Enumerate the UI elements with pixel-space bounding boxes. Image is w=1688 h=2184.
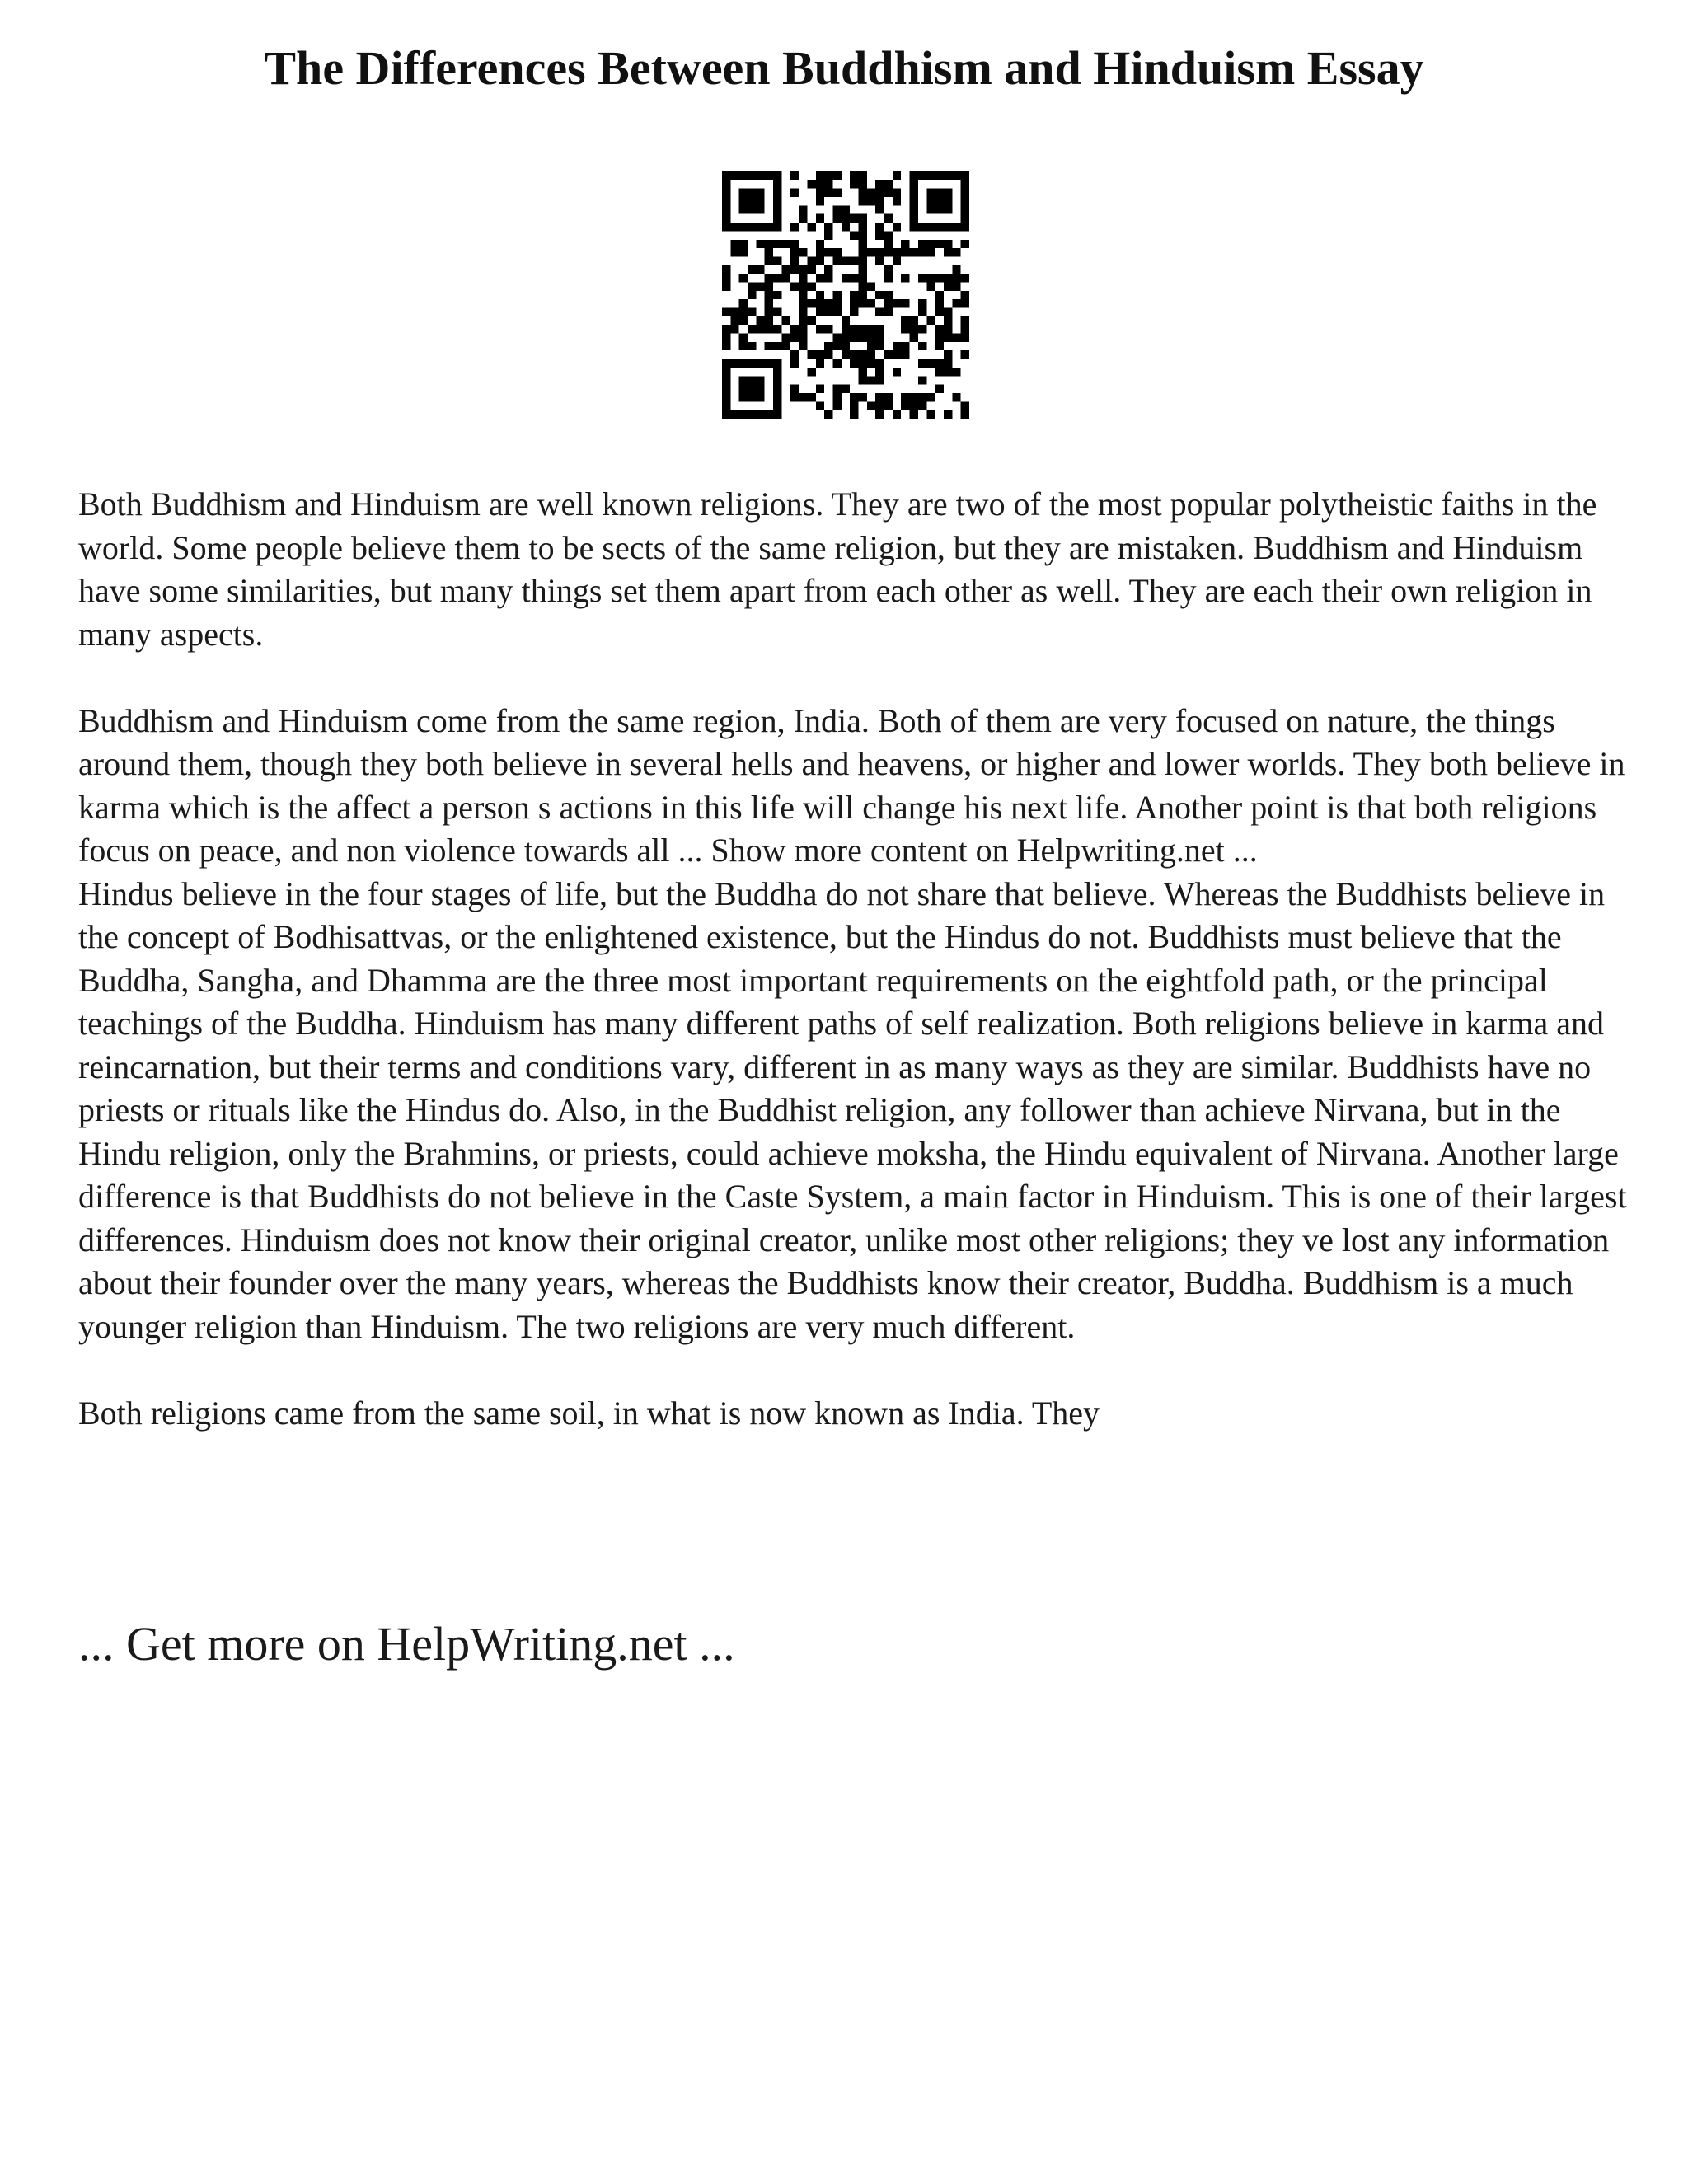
paragraph-spacer (78, 1348, 1628, 1392)
paragraph-intro: Both Buddhism and Hinduism are well known religions. They are two of the most popular polytheistic faiths in the world. Some people believe them to be sects of the same religion, but they are mistaken. Buddhism and Hinduism have some similarities, but many things set them apart from each other as well. They are each their own religion in many aspects. (78, 485, 1597, 653)
qr-code-graphic (722, 171, 969, 419)
paragraph-differences: Hindus believe in the four stages of life, but the Buddha do not share that believe. Whereas the Buddhists believe in the concept of Bodhisattvas, or the enlightened existence, but the Hindus do not. Buddhists must believe that the Buddha, Sangha, and Dhamma are the three most important requirements on the eightfold path, or the principal teachings of the Buddha. Hinduism has many different paths of self realization. Both religions believe in karma and reincarnation, but their terms and conditions vary, different in as many ways as they are similar. Buddhists have no priests or rituals like the Hindus do. Also, in the Buddhist religion, any follower than achieve Nirvana, but in the Hindu religion, only the Brahmins, or priests, could achieve moksha, the Hindu equivalent of Nirvana. Another large difference is that Buddhists do not believe in the Caste System, a main factor in Hinduism. This is one of their largest differences. Hinduism does not know their original creator, unlike most other religions; they ve lost any information about their founder over the many years, whereas the Buddhists know their creator, Buddha. Buddhism is a much younger religion than Hinduism. The two religions are very much different. (78, 874, 1627, 1345)
paragraph-similarities: Buddhism and Hinduism come from the same region, India. Both of them are very focused on nature, the things around them, though they both believe in several hells and heavens, or higher and lower worlds. They both believe in karma which is the affect a person s actions in this life will change his next life. Another point is that both religions focus on peace, and non violence towards all ... Show more content on Helpwriting.net ... (78, 701, 1625, 869)
page-title: The Differences Between Buddhism and Hinduism Essay (264, 41, 1424, 95)
qr-code-icon (722, 171, 969, 419)
get-more-link[interactable]: ... Get more on HelpWriting.net ... (78, 1617, 735, 1671)
paragraph-spacer (78, 656, 1628, 700)
paragraph-origin: Both religions came from the same soil, in what is now known as India. They (78, 1394, 1100, 1432)
essay-body (78, 483, 1628, 1435)
